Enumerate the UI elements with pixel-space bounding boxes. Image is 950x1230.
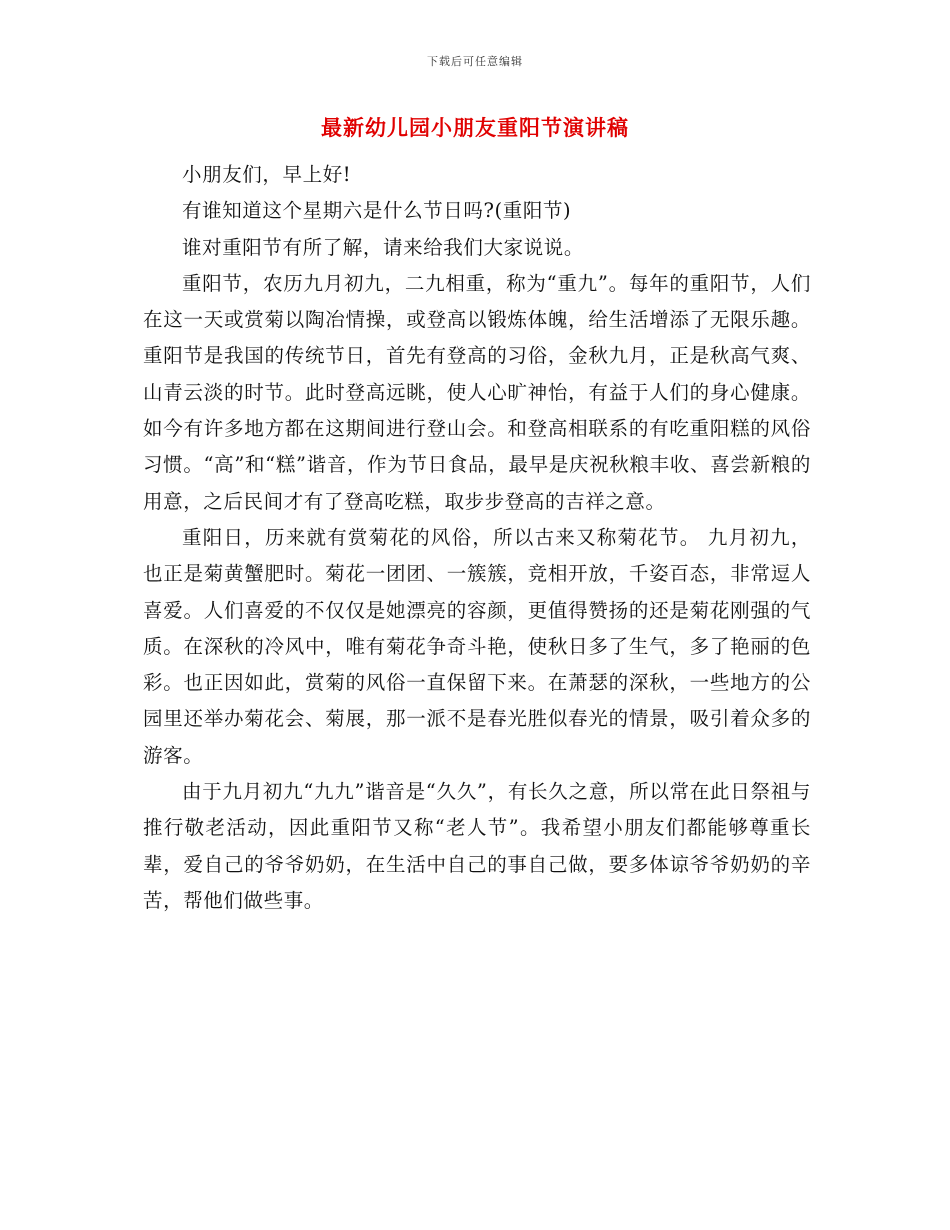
paragraph-elders: 由于九月初九“九九”谐音是“久久”，有长久之意，所以常在此日祭祖与推行敬老活动，因此重阳节又称“老人节”。我希望小朋友们都能够尊重长辈，爱自己的爷爷奶奶，在生活中自己的事自己做，要多体谅爷爷奶奶的辛苦，帮他们做些事。 [143,780,811,912]
paragraph-greeting: 小朋友们，早上好! [182,163,352,186]
header-note: 下载后可任意编辑 [427,55,523,68]
paragraph-climbing: 重阳节，农历九月初九，二九相重，称为“重九”。每年的重阳节，人们在这一天或赏菊以陶冶情操，或登高以锻炼体魄，给生活增添了无限乐趣。重阳节是我国的传统节日，首先有登高的习俗，金秋九月，正是秋高气爽、山青云淡的时节。此时登高远眺，使人心旷神怡，有益于人们的身心健康。如今有许多地方都在这期间进行登山会。和登高相联系的有吃重阳糕的风俗习惯。“高”和“糕”谐音，作为节日食品，最早是庆祝秋粮丰收、喜尝新粮的用意，之后民间才有了登高吃糕，取步步登高的吉祥之意。 [143,271,811,513]
document-title: 最新幼儿园小朋友重阳节演讲稿 [321,116,629,140]
document-body [143,157,811,919]
paragraph-invitation: 谁对重阳节有所了解，请来给我们大家说说。 [182,235,585,259]
paragraph-question: 有谁知道这个星期六是什么节日吗?(重阳节) [182,199,572,223]
paragraph-chrysanthemum: 重阳日，历来就有赏菊花的风俗，所以古来又称菊花节。 九月初九，也正是菊黄蟹肥时。菊花一团团、一簇簇，竞相开放，千姿百态，非常逗人喜爱。人们喜爱的不仅仅是她漂亮的容颜，更值得赞扬的还是菊花刚强的气质。在深秋的冷风中，唯有菊花争奇斗艳，使秋日多了生气，多了艳丽的色彩。也正因如此，赏菊的风俗一直保留下来。在萧瑟的深秋，一些地方的公园里还举办菊花会、菊展，那一派不是春光胜似春光的情景，吸引着众多的游客。 [143,525,811,767]
